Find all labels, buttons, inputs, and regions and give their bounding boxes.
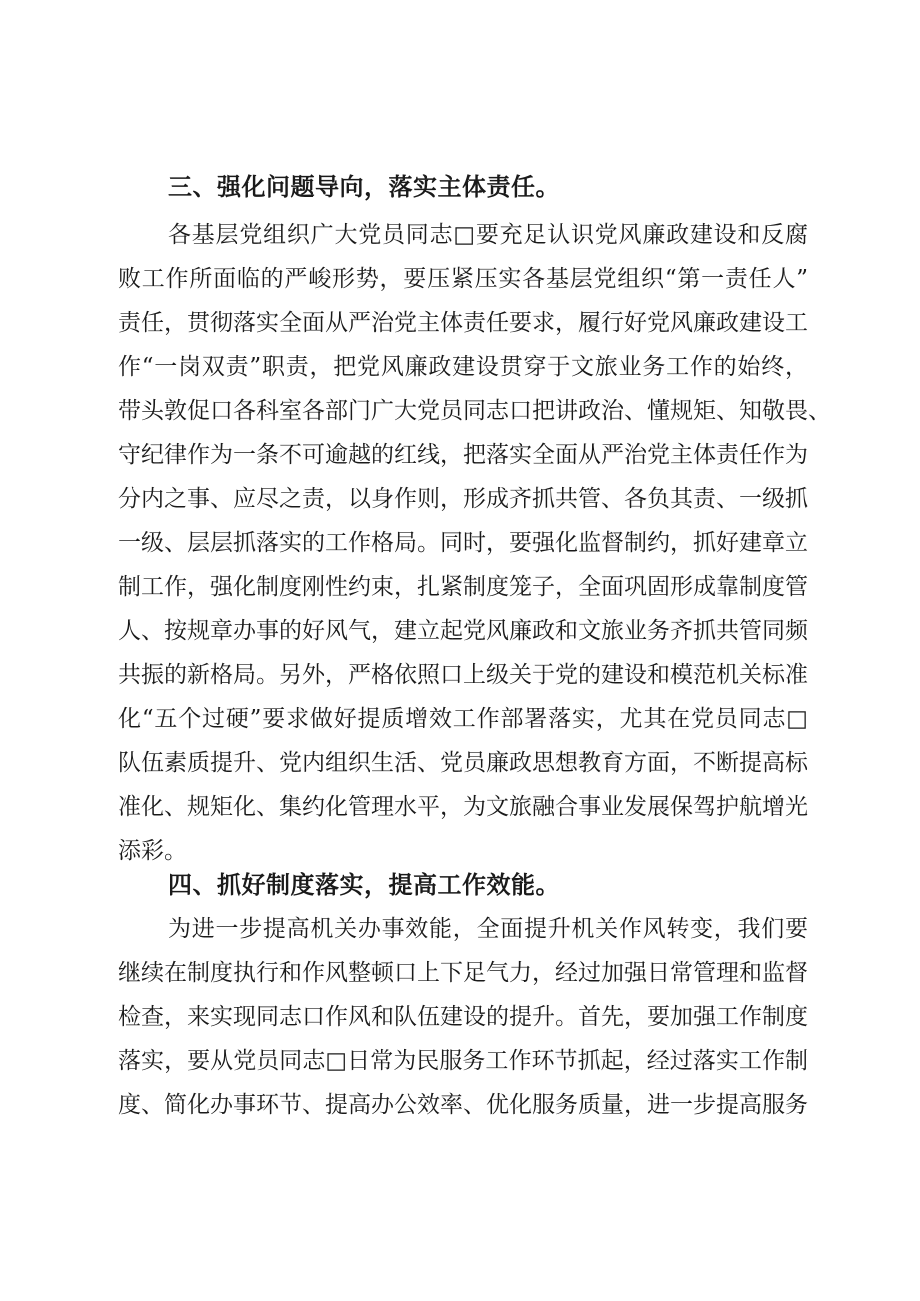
section-3-line-6: 守纪律作为一条不可逾越的红线，把落实全面从严治党主体责任作为 (118, 442, 808, 468)
section-4-line-5: 度、简化办事环节、提高办公效率、优化服务质量，进一步提高服务 (118, 1092, 808, 1118)
section-3-line-2: 败工作所面临的严峻形势，要压紧压实各基层党组织“第一责任人” (118, 266, 808, 292)
section-4-heading: 四、抓好制度落实，提高工作效能。 (168, 871, 560, 899)
section-3-line-10: 人、按规章办事的好风气，建立起党风廉政和文旅业务齐抓共管同频 (118, 618, 808, 644)
section-4-line-4: 落实，要从党员同志□日常为民服务工作环节抓起，经过落实工作制 (118, 1048, 808, 1074)
section-3-line-1: 各基层党组织广大党员同志□要充足认识党风廉政建设和反腐 (168, 222, 808, 248)
section-4-line-2: 继续在制度执行和作风整顿口上下足气力，经过加强日常管理和监督 (118, 960, 808, 986)
section-4-line-3: 检查，来实现同志口作风和队伍建设的提升。首先，要加强工作制度 (118, 1004, 808, 1030)
section-4-line-1: 为进一步提高机关办事效能，全面提升机关作风转变，我们要 (168, 916, 808, 942)
section-3-line-11: 共振的新格局。另外，严格依照口上级关于党的建设和模范机关标准 (118, 662, 808, 688)
section-3-heading: 三、强化问题导向，落实主体责任。 (168, 173, 560, 201)
section-3-line-5: 带头敦促口各科室各部门广大党员同志口把讲政治、懂规矩、知敬畏、 (118, 398, 831, 424)
section-3-line-15: 添彩。 (118, 838, 187, 864)
section-3-line-3: 责任，贯彻落实全面从严治党主体责任要求，履行好党风廉政建设工 (118, 310, 808, 336)
section-3-line-8: 一级、层层抓落实的工作格局。同时，要强化监督制约，抓好建章立 (118, 530, 808, 556)
section-3-line-12: 化“五个过硬”要求做好提质增效工作部署落实，尤其在党员同志□ (118, 706, 808, 732)
section-3-line-4: 作“一岗双责”职责，把党风廉政建设贯穿于文旅业务工作的始终， (118, 354, 808, 380)
section-3-line-14: 准化、规矩化、集约化管理水平，为文旅融合事业发展保驾护航增光 (118, 794, 808, 820)
section-3-line-9: 制工作，强化制度刚性约束，扎紧制度笼子，全面巩固形成靠制度管 (118, 574, 808, 600)
section-3-line-13: 队伍素质提升、党内组织生活、党员廉政思想教育方面，不断提高标 (118, 750, 808, 776)
section-3-line-7: 分内之事、应尽之责，以身作则，形成齐抓共管、各负其责、一级抓 (118, 486, 808, 512)
